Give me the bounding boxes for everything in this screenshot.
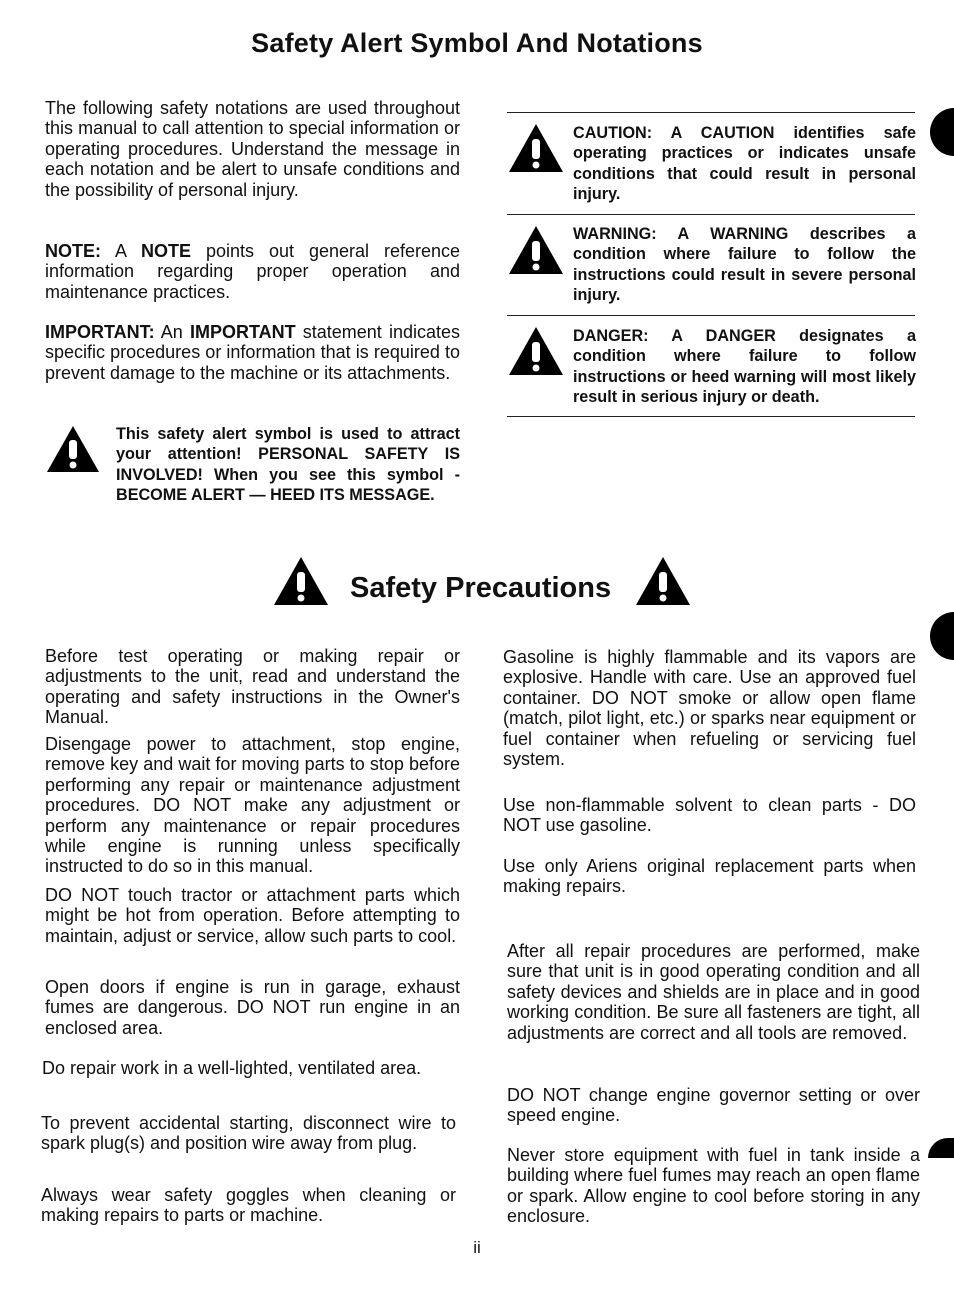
- caution-alert-icon: [507, 122, 565, 174]
- precaution-paragraph: Never store equipment with fuel in tank inside a building where fuel fumes may reach an open flame or spark. Allow engine to cool before storing in any enclosure.: [507, 1145, 920, 1227]
- note-text: points out general reference information regarding proper operation and maintenance practices.: [45, 241, 460, 302]
- important-connector: An: [154, 322, 190, 342]
- precaution-paragraph: Use only Ariens original replacement parts when making repairs.: [503, 856, 916, 897]
- precaution-paragraph: Before test operating or making repair or adjustments to the unit, read and understand the operating and safety instructions in the Owner's Manual.: [45, 646, 460, 728]
- precaution-paragraph: DO NOT change engine governor setting or over speed engine.: [507, 1085, 920, 1126]
- section-title: Safety Precautions: [350, 572, 612, 604]
- safety-alert-icon: [45, 424, 101, 474]
- note-connector: A: [101, 241, 141, 261]
- precaution-paragraph: DO NOT touch tractor or attachment parts which might be hot from operation. Before attempting to maintain, adjust or service, allow such parts to cool.: [45, 885, 460, 946]
- page-title: Safety Alert Symbol And Notations: [251, 28, 703, 58]
- caution-text: CAUTION: A CAUTION identifies safe operating practices or indicates unsafe conditions that could result in personal injury.: [573, 124, 916, 204]
- precaution-paragraph: Do repair work in a well-lighted, ventilated area.: [42, 1058, 422, 1078]
- divider: [507, 416, 915, 417]
- divider: [507, 214, 915, 215]
- precaution-paragraph: Use non-flammable solvent to clean parts - DO NOT use gasoline.: [503, 795, 916, 836]
- precaution-paragraph: Disengage power to attachment, stop engine, remove key and wait for moving parts to stop before performing any repair or maintenance adjustment procedures. DO NOT make any adjustment or perform any maintenance or repair procedures while engine is running unless specifically instructed to do so in this manual.: [45, 734, 460, 877]
- danger-text: DANGER: A DANGER designates a condition where failure to follow instructions or heed warning will most likely result in serious injury or death.: [573, 327, 916, 407]
- note-paragraph: [45, 241, 460, 302]
- precaution-paragraph: Open doors if engine is run in garage, exhaust fumes are dangerous. DO NOT run engine in an enclosed area.: [45, 977, 460, 1038]
- important-label: IMPORTANT:: [45, 322, 155, 342]
- index-tab-mark: [928, 1138, 954, 1158]
- safety-symbol-explanation: This safety alert symbol is used to attract your attention! PERSONAL SAFETY IS INVOLVED! When you see this symbol - BECOME ALERT — HEED ITS MESSAGE.: [116, 425, 460, 505]
- important-text: statement indicates specific procedures or information that is required to prevent damage to the machine or its attachments.: [45, 322, 460, 383]
- intro-paragraph: The following safety notations are used throughout this manual to call attention to special information or operating procedures. Understand the message in each notation and be alert to unsafe conditions and the possibility of personal injury.: [45, 98, 460, 200]
- safety-alert-icon: [272, 555, 330, 607]
- danger-alert-icon: [507, 325, 565, 377]
- safety-alert-icon: [634, 555, 692, 607]
- note-inline-label: NOTE: [140, 241, 191, 261]
- page-number: ii: [473, 1238, 481, 1257]
- note-label: NOTE:: [45, 241, 101, 261]
- precaution-paragraph: To prevent accidental starting, disconnect wire to spark plug(s) and position wire away from plug.: [41, 1113, 456, 1154]
- warning-alert-icon: [507, 224, 565, 276]
- important-paragraph: [45, 322, 460, 383]
- warning-text: WARNING: A WARNING describes a condition where failure to follow the instructions could result in severe personal injury.: [573, 225, 916, 305]
- index-tab-mark: [930, 612, 954, 660]
- precaution-paragraph: After all repair procedures are performed, make sure that unit is in good operating condition and all safety devices and shields are in place and in good working condition. Be sure all fasteners are tight, all adjustments are correct and all tools are removed.: [507, 941, 920, 1043]
- precaution-paragraph: Gasoline is highly flammable and its vapors are explosive. Handle with care. Use an approved fuel container. DO NOT smoke or allow open flame (match, pilot light, etc.) or sparks near equipment or fuel container when refueling or servicing fuel system.: [503, 647, 916, 770]
- divider: [507, 112, 915, 113]
- precaution-paragraph: Always wear safety goggles when cleaning or making repairs to parts or machine.: [41, 1185, 456, 1226]
- index-tab-mark: [930, 108, 954, 156]
- important-inline-label: IMPORTANT: [189, 322, 296, 342]
- divider: [507, 315, 915, 316]
